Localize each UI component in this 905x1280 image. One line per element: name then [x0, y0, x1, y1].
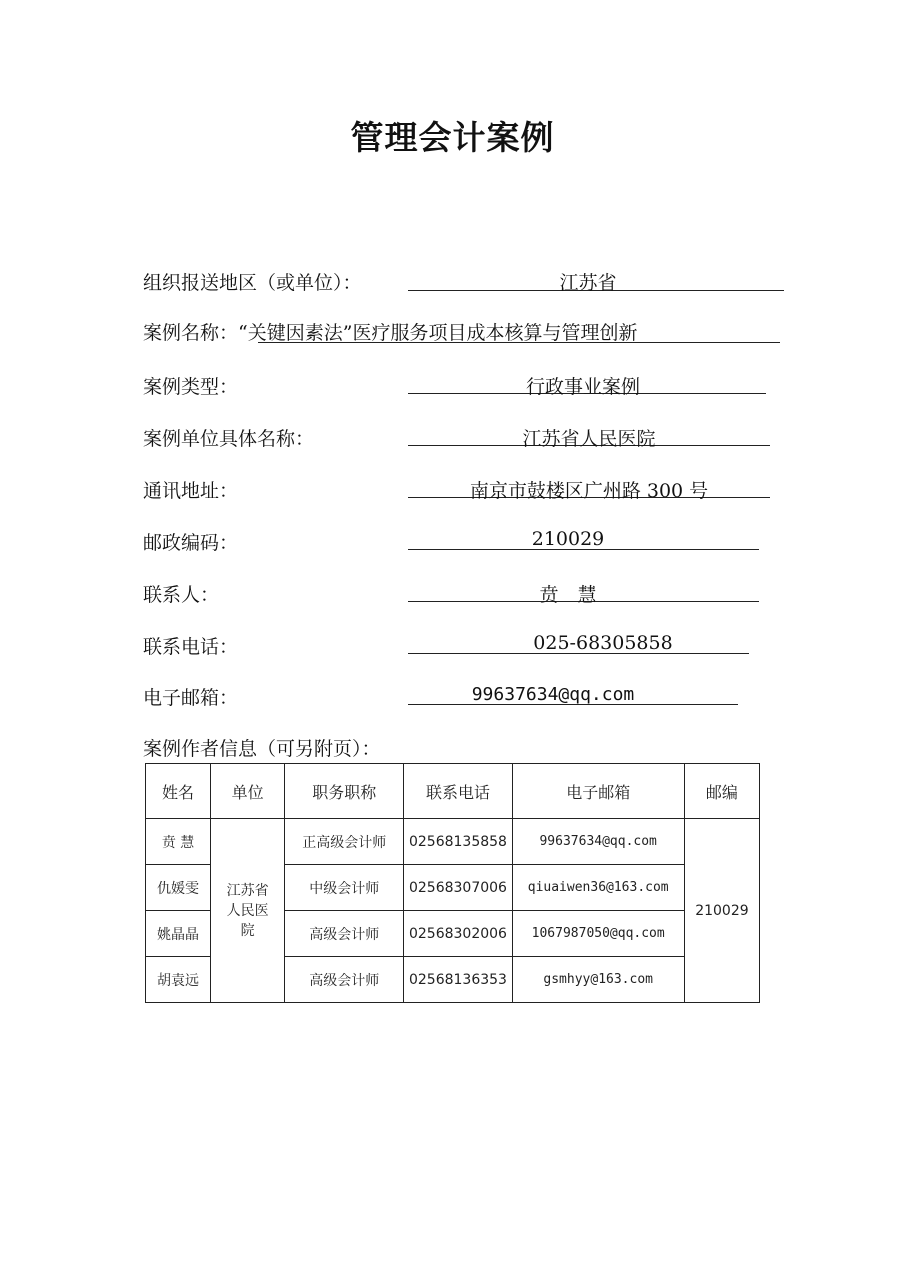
case-name-label: 案例名称： [143, 322, 239, 344]
authors-table [145, 763, 760, 1003]
contact-label: 联系人： [143, 584, 220, 606]
table-header-row [146, 764, 760, 819]
author-name: 贲 慧 [146, 819, 211, 865]
author-postcode: 210029 [684, 819, 759, 1003]
address-label: 通讯地址： [143, 480, 239, 502]
author-phone: 02568307006 [404, 865, 512, 911]
author-title: 中级会计师 [285, 865, 404, 911]
author-unit-text: 江苏省人民医院 [226, 882, 269, 939]
region-label: 组织报送地区（或单位）： [143, 272, 362, 294]
phone-value: 025-68305858 [533, 632, 673, 654]
unit-name-label: 案例单位具体名称： [143, 428, 315, 450]
case-name-row [143, 318, 637, 345]
email-label: 电子邮箱： [143, 687, 239, 709]
author-name: 姚晶晶 [146, 911, 211, 957]
document-title: 管理会计案例 [350, 118, 555, 157]
author-phone: 02568136353 [404, 957, 512, 1003]
case-type-value: 行政事业案例 [525, 376, 640, 398]
author-email: qiuaiwen36@163.com [512, 865, 684, 911]
author-title: 正高级会计师 [285, 819, 404, 865]
case-name-value: “关键因素法”医疗服务项目成本核算与管理创新 [238, 322, 638, 344]
phone-label: 联系电话： [143, 636, 239, 658]
header-email: 电子邮箱 [512, 764, 684, 819]
header-name: 姓名 [146, 764, 211, 819]
unit-name-value: 江苏省人民医院 [522, 428, 656, 450]
author-unit [211, 819, 285, 1003]
author-phone: 02568302006 [404, 911, 512, 957]
author-email: gsmhyy@163.com [512, 957, 684, 1003]
header-phone: 联系电话 [404, 764, 512, 819]
header-title: 职务职称 [285, 764, 404, 819]
author-email: 99637634@qq.com [512, 819, 684, 865]
case-type-label: 案例类型： [143, 376, 239, 398]
contact-value: 贲 慧 [539, 584, 597, 606]
author-email: 1067987050@qq.com [512, 911, 684, 957]
case-name-underline [258, 342, 780, 343]
author-phone: 02568135858 [404, 819, 512, 865]
author-name: 胡袁远 [146, 957, 211, 1003]
header-postcode: 邮编 [684, 764, 759, 819]
postcode-value: 210029 [531, 528, 605, 550]
author-title: 高级会计师 [285, 911, 404, 957]
email-value: 99637634@qq.com [471, 684, 635, 705]
address-value: 南京市鼓楼区广州路 300 号 [469, 480, 709, 502]
postcode-label: 邮政编码： [143, 532, 239, 554]
table-row [146, 819, 760, 865]
author-name: 仇媛雯 [146, 865, 211, 911]
region-value: 江苏省 [559, 272, 617, 294]
authors-label: 案例作者信息（可另附页）： [143, 738, 381, 760]
header-unit: 单位 [211, 764, 285, 819]
author-title: 高级会计师 [285, 957, 404, 1003]
